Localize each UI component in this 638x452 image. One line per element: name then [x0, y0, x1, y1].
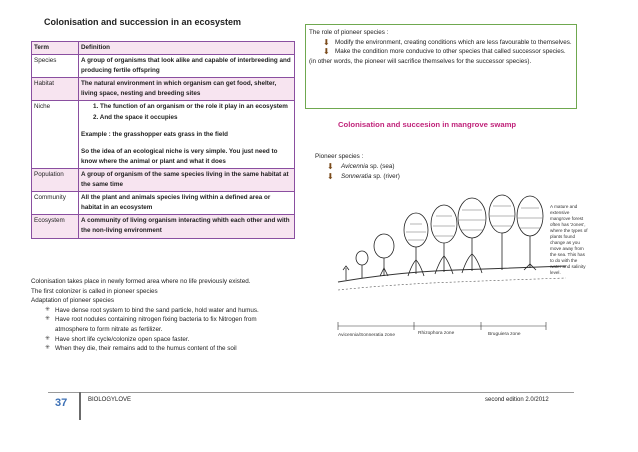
- bullet-icon: ✳: [45, 335, 51, 342]
- footer-brand: BIOLOGYLOVE: [88, 397, 132, 403]
- diagram-caption-line: water and salinity: [550, 264, 586, 269]
- species-name: Avicennia: [341, 163, 369, 170]
- footer-divider: [48, 392, 574, 393]
- header-definition: Definition: [79, 42, 295, 55]
- table-row: [32, 192, 295, 215]
- definition-cell: A community of living organism interacting whith each other and with the non-living environment: [79, 215, 295, 238]
- header-term: Term: [32, 42, 79, 55]
- diagram-caption-line: to do with the: [550, 258, 578, 263]
- down-arrow-icon: ⬇: [323, 47, 330, 56]
- page-title: Colonisation and succession in an ecosystem: [44, 17, 242, 27]
- colonisation-text: [31, 277, 281, 354]
- down-arrow-icon: ⬇: [327, 172, 334, 181]
- pioneer-role-box: [305, 24, 577, 109]
- mangrove-heading: Colonisation and succesion in mangrove swamp: [338, 120, 517, 129]
- term-cell: Population: [32, 168, 79, 191]
- colonisation-paragraph: Colonisation takes place in newly formed area where no life previously existed.: [31, 278, 251, 285]
- pioneer-role-heading: The role of pioneer species :: [309, 29, 389, 36]
- diagram-caption-line: the sea. This has: [550, 252, 585, 257]
- diagram-caption-line: mangrove forest: [550, 216, 584, 221]
- diagram-caption-line: often has 'zones',: [550, 222, 586, 227]
- term-cell: Species: [32, 55, 79, 78]
- footer-separator: [79, 392, 81, 420]
- list-item: ✳ Have short life cycle/colonize open space faster.: [45, 335, 190, 343]
- diagram-caption-line: level.: [550, 270, 561, 275]
- bullet-icon: ✳: [45, 316, 51, 323]
- species-name: Sonneratia: [341, 173, 372, 180]
- definition-cell: A group of organisms that look alike and capable of interbreeding and producing fertile offspring: [79, 55, 295, 78]
- niche-point: 1. The function of an organism or the role it play in an ecosystem: [93, 103, 288, 111]
- list-item: ⬇ Avicennia sp. (sea): [327, 162, 395, 171]
- list-item: ✳ Have dense root system to bind the sand particle, hold water and humus.: [45, 306, 259, 314]
- bullet-icon: ✳: [45, 345, 51, 352]
- definition-cell: All the plant and animals species living within a defined area or habitat in an ecosystem: [79, 192, 295, 215]
- colonisation-paragraph: The first colonizer is called in pioneer species: [31, 287, 158, 295]
- mangrove-zonation-diagram: [336, 194, 604, 352]
- svg-text:A mature and extensive: [550, 204, 589, 275]
- niche-points: [93, 102, 292, 122]
- adaptation-list: [45, 306, 281, 354]
- table-row: [32, 168, 295, 191]
- bullet-icon: ✳: [45, 306, 51, 313]
- page-number: 37: [55, 397, 68, 409]
- down-arrow-icon: ⬇: [323, 37, 330, 47]
- terms-table: [31, 41, 295, 239]
- niche-note: So the idea of an ecological niche is very simple. You just need to know where the animal or plant and what it does: [81, 147, 278, 165]
- species-heading: Pioneer species :: [315, 153, 364, 160]
- list-item: ⬇ Sonneratia sp. (river): [327, 172, 400, 181]
- colonisation-paragraph: Adaptation of pioneer species: [31, 297, 114, 305]
- zone-label: Rhizophora zone: [418, 331, 455, 336]
- list-item: ⬇ Modify the environment, creating conditions which are less favourable to themselves.: [323, 37, 572, 47]
- niche-example: Example : the grasshopper eats grass in the field: [81, 130, 228, 138]
- diagram-caption-line: plants found: [550, 234, 576, 239]
- diagram-caption-line: A mature and: [550, 204, 578, 209]
- pioneer-species-list: [315, 152, 400, 182]
- term-cell: Community: [32, 192, 79, 215]
- zone-label: Avicennia/Sonneratia zone: [338, 333, 395, 338]
- diagram-caption-line: where the types of: [550, 228, 588, 233]
- diagram-caption-line: move away from: [550, 246, 584, 251]
- diagram-caption-line: extensive: [550, 210, 570, 215]
- term-cell: Niche: [32, 101, 79, 168]
- definition-cell: [79, 101, 295, 168]
- term-cell: Habitat: [32, 78, 79, 101]
- term-cell: Ecosystem: [32, 215, 79, 238]
- down-arrow-icon: ⬇: [327, 162, 334, 171]
- zone-label: Bruguiera zone: [488, 332, 521, 337]
- footer-edition: second edition 2.0/2012: [485, 397, 549, 403]
- table-row: [32, 101, 295, 168]
- diagram-caption-line: change as you: [550, 240, 580, 245]
- definition-cell: The natural environment in which organism can get food, shelter, living space, nesting and breeding sites: [79, 78, 295, 101]
- niche-point: 2. And the space it occupies: [93, 113, 178, 121]
- pioneer-role-summary: (in other words, the pioneer will sacrifice themselves for the successor species).: [309, 57, 532, 65]
- list-item: ✳ When they die, their remains add to the humus content of the soil: [45, 345, 237, 353]
- definition-cell: A group of organism of the same species living in the same habitat at the same time: [79, 168, 295, 191]
- list-item: ✳ Have root nodules containing nitrogen fixing bacteria to fix Nitrogen from atmosphere to form nitrate as fertilizer.: [45, 316, 257, 333]
- table-row: [32, 55, 295, 78]
- list-item: ⬇ Make the condition more conducive to other species that called successor species.: [323, 47, 566, 56]
- table-row: [32, 215, 295, 238]
- table-row: [32, 78, 295, 101]
- table-header-row: [32, 42, 295, 55]
